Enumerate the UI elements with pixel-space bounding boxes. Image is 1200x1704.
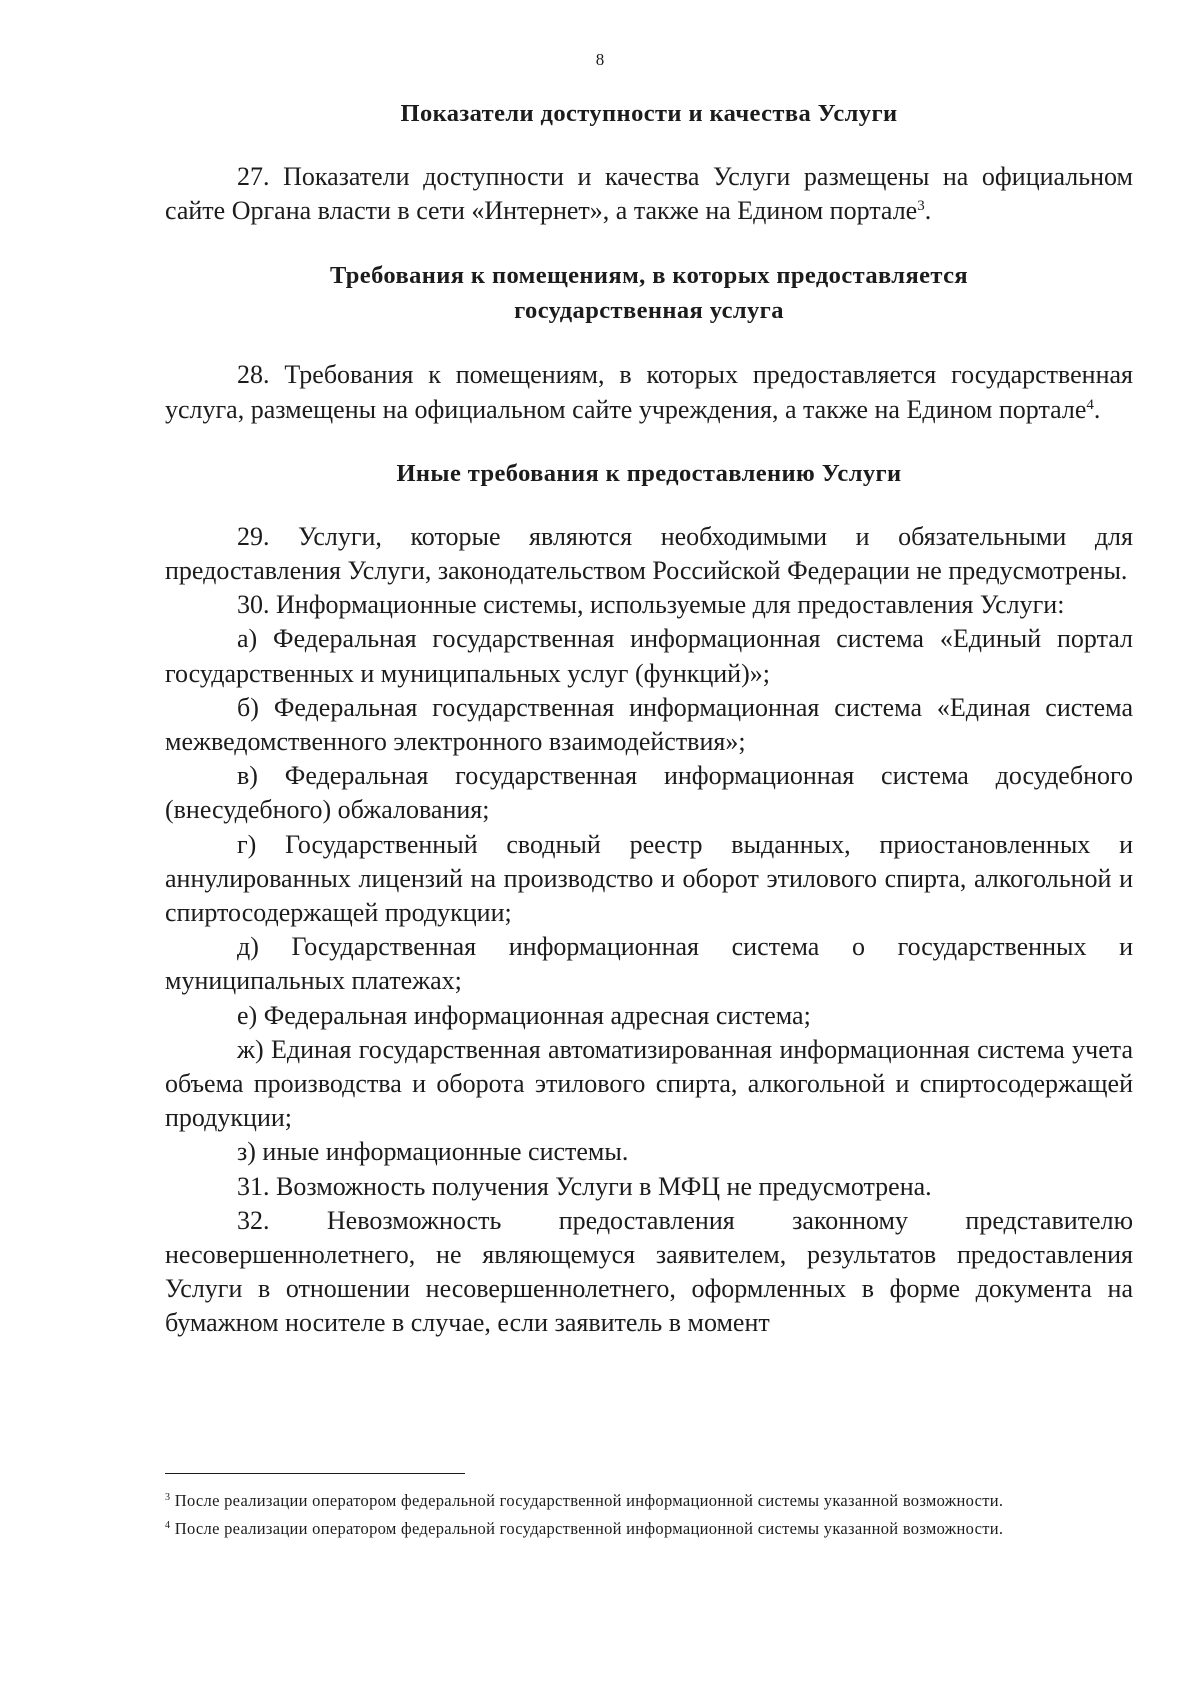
page-number: 8	[595, 50, 605, 69]
section-heading-premises-line2: государственная услуга	[514, 297, 784, 325]
list-item-a: а) Федеральная государственная информационная система «Единый портал государственных и муниципальных услуг (функций)»;	[165, 624, 1133, 688]
footnote-3-text: После реализации оператором федеральной государственной информационной системы указанной возможности.	[170, 1491, 1004, 1510]
section-heading-premises-line1: Требования к помещениям, в которых предоставляется	[329, 262, 969, 290]
list-item-g: г) Государственный сводный реестр выданных, приостановленных и аннулированных лицензий на производство и оборот этилового спирта, алкогольной и спиртосодержащей продукции;	[165, 829, 1133, 928]
list-item-d: д) Государственная информационная система о государственных и муниципальных платежах;	[165, 932, 1133, 996]
paragraph-31: 31. Возможность получения Услуги в МФЦ не предусмотрена.	[237, 1171, 932, 1201]
paragraph-30: 30. Информационные системы, используемые для предоставления Услуги:	[237, 590, 1065, 620]
paragraph-29: 29. Услуги, которые являются необходимыми и обязательными для предоставления Услуги, законодательством Российской Федерации не предусмотрены.	[165, 521, 1133, 586]
footnotes	[165, 1488, 1133, 1544]
footnote-mark-4: 4	[165, 1520, 171, 1531]
paragraph-27-end: .	[924, 196, 932, 226]
paragraph-28-text: 28. Требования к помещениям, в которых предоставляется государственная услуга, размещены на официальном сайте учреждения, а также на Едином портале	[165, 360, 1133, 424]
list-item-b: б) Федеральная государственная информационная система «Единая система межведомственного электронного взаимодействия»;	[165, 692, 1133, 757]
footnote-3	[165, 1488, 1133, 1513]
section-heading-premises	[165, 258, 1133, 328]
footnote-ref-3[interactable]: 3	[917, 198, 925, 215]
section-heading-availability: Показатели доступности и качества Услуги	[400, 100, 898, 127]
paragraph-27-text: 27. Показатели доступности и качества Услуги размещены на официальном сайте Органа власти в сети «Интернет», а также на Едином портале	[165, 162, 1133, 226]
paragraph-28-end: .	[1093, 394, 1101, 424]
paragraph-32: 32. Невозможность предоставления законному представителю несовершеннолетнего, не являющемуся заявителем, результатов предоставления Услуги в отношении несовершеннолетнего, оформленных в форме документа на бумажном носителе в случае, если заявитель в момент	[165, 1205, 1133, 1338]
list-item-e: е) Федеральная информационная адресная система;	[237, 1000, 811, 1030]
section-heading-other-requirements: Иные требования к предоставлению Услуги	[396, 459, 902, 487]
footnote-separator	[165, 1473, 465, 1474]
footnote-ref-4[interactable]: 4	[1086, 396, 1094, 413]
list-item-zh: ж) Единая государственная автоматизированная информационная система учета объема производства и оборота этилового спирта, алкогольной и спиртосодержащей продукции;	[165, 1034, 1133, 1133]
footnote-mark-3: 3	[165, 1492, 171, 1503]
list-item-v: в) Федеральная государственная информационная система досудебного (внесудебного) обжалования;	[165, 761, 1133, 825]
footnote-4	[165, 1516, 1133, 1541]
paragraph-28	[165, 358, 1133, 426]
list-item-z: з) иные информационные системы.	[237, 1137, 629, 1167]
footnote-4-text: После реализации оператором федеральной государственной информационной системы указанной возможности.	[170, 1519, 1004, 1538]
paragraph-27	[165, 160, 1133, 228]
document-body	[165, 96, 1133, 1341]
